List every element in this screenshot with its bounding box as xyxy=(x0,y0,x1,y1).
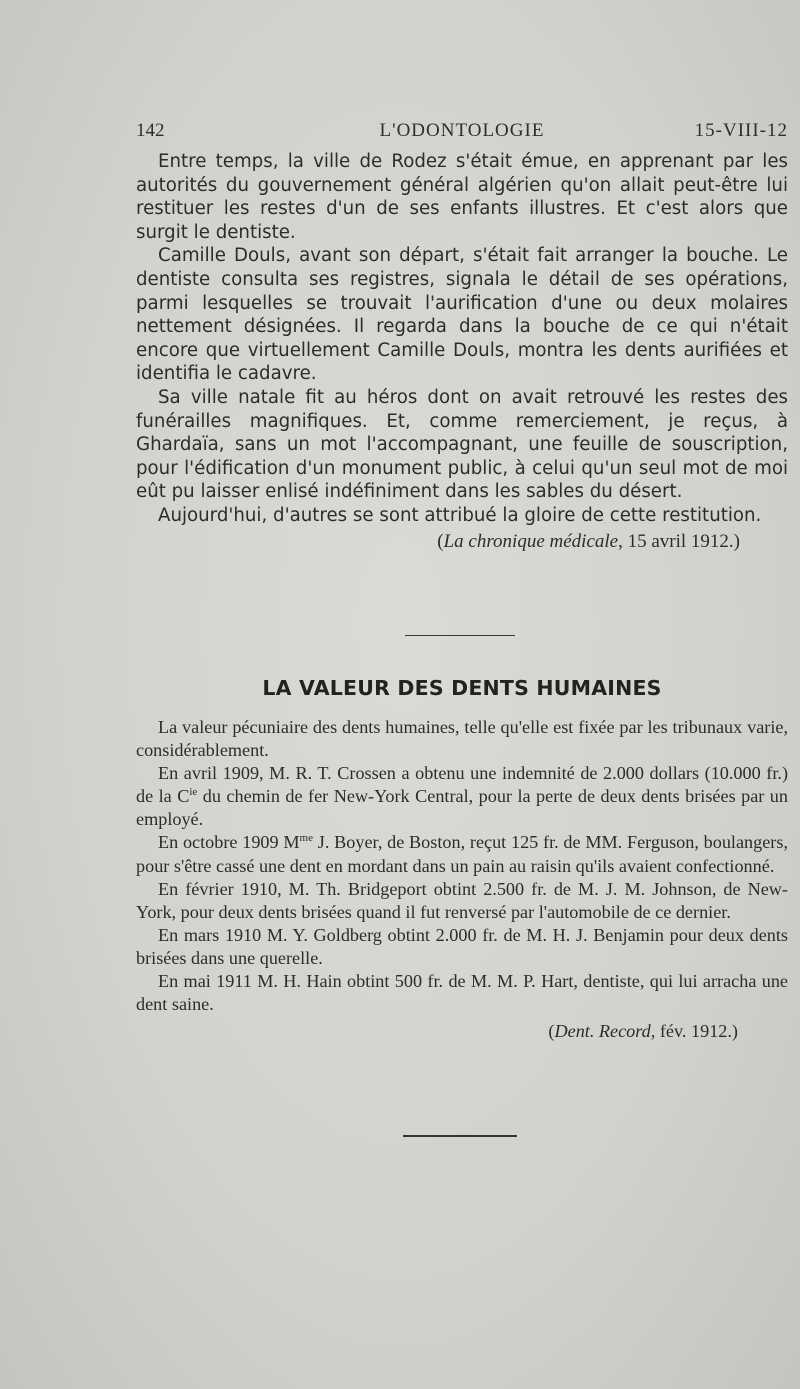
section-divider xyxy=(405,635,515,636)
page-number: 142 xyxy=(136,120,165,141)
section-title: LA VALEUR DES DENTS HUMAINES xyxy=(262,676,662,700)
paragraph-text: En avril 1909, M. R. T. Crossen a obtenu une indemnité de 2.000 dollars (10.000 fr.) de la C xyxy=(136,763,788,807)
paragraph-text: J. Boyer, de Boston, reçut 125 fr. de MM. Ferguson, boulangers, pour s'être cassé une dent en mordant dans un pain au raisin qu'ils avaient confectionné. xyxy=(136,832,788,876)
paragraph: Aujourd'hui, d'autres se sont attribué la gloire de cette restitution. xyxy=(158,504,762,526)
source-citation xyxy=(136,530,788,554)
paragraph xyxy=(136,831,788,877)
citation-rest: , 15 avril 1912.) xyxy=(618,530,740,552)
superscript: ie xyxy=(189,786,198,799)
article-continued xyxy=(136,150,788,553)
paragraph: La valeur pécuniaire des dents humaines, telle qu'elle est fixée par les tribunaux varie, considérablement. xyxy=(136,717,788,761)
paragraph: Entre temps, la ville de Rodez s'était émue, en apprenant par les autorités du gouvernement général algérien qu'on allait peut-être lui restituer les restes d'un de ses enfants illustres. Et c'est alors que surgit le dentiste. xyxy=(136,151,788,243)
superscript: me xyxy=(299,832,313,845)
citation-title: Dent. Record, xyxy=(554,1021,656,1042)
journal-title: L'ODONTOLOGIE xyxy=(379,120,545,141)
running-header xyxy=(136,120,788,146)
paragraph: En mai 1911 M. H. Hain obtint 500 fr. de M. M. P. Hart, dentiste, qui lui arracha une dent saine. xyxy=(136,971,788,1015)
article-body xyxy=(136,716,788,1043)
issue-date: 15-VIII-12 xyxy=(694,120,788,141)
citation-title: La chronique médicale xyxy=(443,530,619,552)
citation-open: ( xyxy=(548,1021,555,1042)
paragraph: Sa ville natale fit au héros dont on avait retrouvé les restes des funérailles magnifiques. Et, comme remerciement, je reçus, à Ghardaïa, sans un mot l'accompagnant, une feuille de souscription, pour l'édification d'un monument public, à celui qu'un seul mot de moi eût pu laisser enlisé indéfiniment dans les sables du désert. xyxy=(136,386,788,503)
paragraph: En mars 1910 M. Y. Goldberg obtint 2.000 fr. de M. H. J. Benjamin pour deux dents brisées dans une querelle. xyxy=(136,924,788,968)
paragraph-text: En octobre 1909 M xyxy=(158,832,300,853)
paragraph: En février 1910, M. Th. Bridgeport obtint 2.500 fr. de M. J. M. Johnson, de New-York, pour deux dents brisées quand il fut renversé par l'automobile de ce dernier. xyxy=(136,878,788,922)
end-divider xyxy=(403,1135,517,1137)
source-citation xyxy=(136,1020,788,1043)
citation-open: ( xyxy=(437,530,444,552)
paragraph-text: du chemin de fer New-York Central, pour la perte de deux dents brisées par un employé. xyxy=(136,786,788,830)
paragraph xyxy=(136,762,788,831)
paragraph: Camille Douls, avant son départ, s'était fait arranger la bouche. Le dentiste consulta ses registres, signala le détail de ses opérations, parmi lesquelles se trouvait l'aurification d'une ou deux molaires nettement désignées. Il regarda dans la bouche de ce qui n'était encore que virtuellement Camille Douls, montra les dents aurifiées et identifia le cadavre. xyxy=(136,245,788,385)
citation-rest: fév. 1912.) xyxy=(655,1021,738,1042)
